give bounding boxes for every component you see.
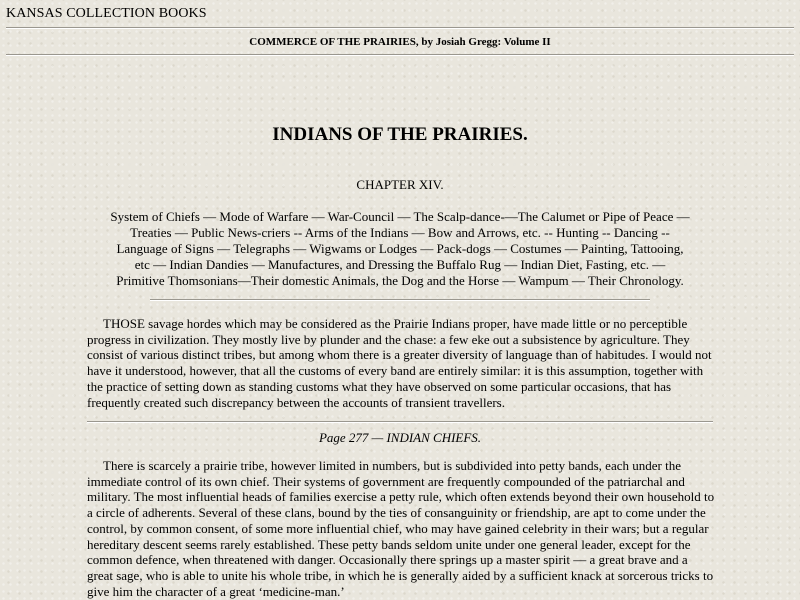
chapter-heading: INDIANS OF THE PRAIRIES. (272, 124, 528, 145)
synopsis-divider (150, 299, 650, 301)
section-divider (87, 421, 713, 423)
body-paragraph-2: There is scarcely a prairie tribe, however limited in numbers, but is subdivided into petty bands, each under the immediate control of its own chief. Their systems of government are frequently compounded of the patriarchal and military. The most influential heads of families exercise a petty rule, which often extends beyond their own household to a circle of adherents. Several of these clans, bound by the ties of consanguinity or friendship, are apt to come under the control, by common consent, of some more influential chief, who may have gained celebrity in their wars; but a regular hereditary descent seems rarely established. These petty bands seldom unite under one general leader, except for the common defence, when threatened with danger. Occasionally there springs up a master spirit — a great brave and a great sage, who is able to unite his whole tribe, in which he is generally aided by a sufficient knack at sorcerous tricks to give him the character of a great ‘medicine-man.’ (87, 458, 715, 599)
site-title[interactable]: KANSAS COLLECTION BOOKS (6, 6, 207, 21)
top-divider (6, 27, 794, 29)
chapter-synopsis: System of Chiefs — Mode of Warfare — War-Council — The Scalp-dance-—The Calumet or Pipe of Peace — Treaties — Public News-criers -- Arms of the Indians — Bow and Arrows, etc. -- Hunting -- Dancing -- Language of Signs — Telegraphs — Wigwams or Lodges — Pack-dogs — Costumes — Painting, Tattooing, etc — Indian Dandies — Manufactures, and Dressing the Buffalo Rug — Indian Diet, Fasting, etc. — Primitive Thomsonians—Their domestic Animals, the Dog and the Horse — Wampum — Their Chronology. (110, 209, 690, 288)
book-title: COMMERCE OF THE PRAIRIES, by Josiah Gregg: Volume II (249, 36, 551, 48)
page-marker: Page 277 — INDIAN CHIEFS. (318, 430, 482, 445)
chapter-number: CHAPTER XIV. (356, 177, 444, 192)
header-divider (6, 54, 794, 56)
body-paragraph-1: THOSE savage hordes which may be considered as the Prairie Indians proper, have made little or no perceptible progress in civilization. They mostly live by plunder and the chase: a few eke out a subsistence by agriculture. They consist of various distinct tribes, but among whom there is a greater diversity of language than of habitudes. I would not have it understood, however, that all the customs of every band are entirely similar: it is this assumption, together with the practice of setting down as standing customs what they have observed on some particular occasions, that has frequently created such discrepancy between the accounts of transient travellers. (87, 316, 712, 410)
